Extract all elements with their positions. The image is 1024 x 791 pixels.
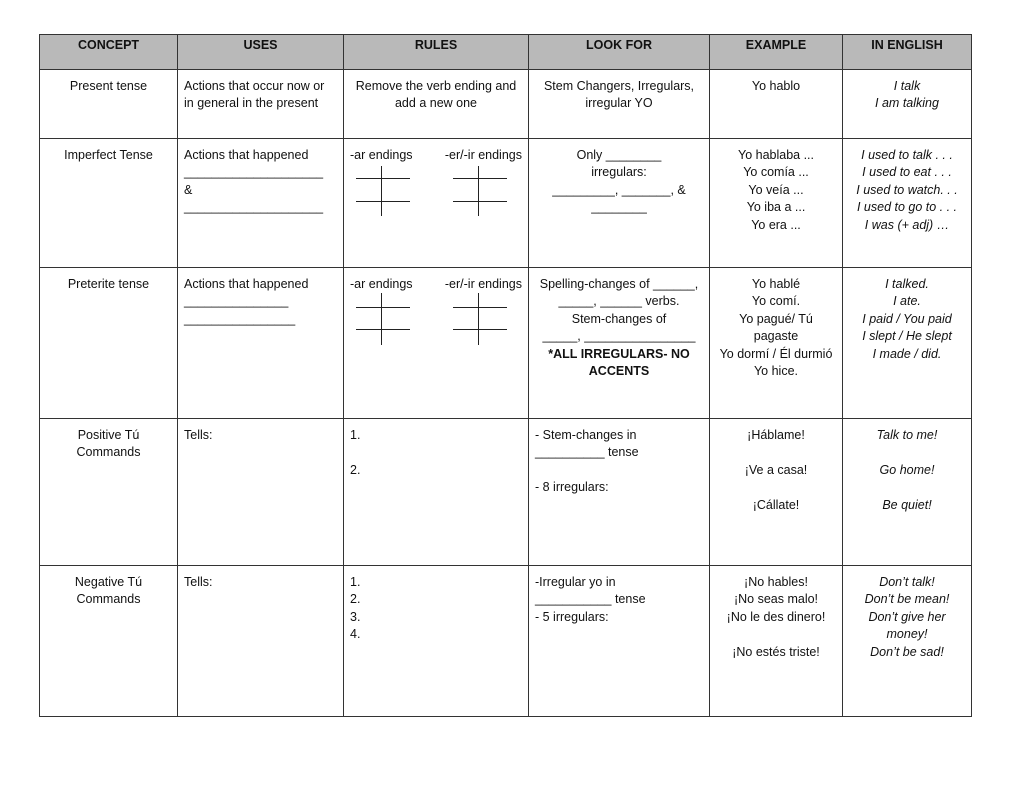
header-example: EXAMPLE xyxy=(710,35,843,70)
rule-number: 1. xyxy=(350,428,361,442)
example-cell xyxy=(710,139,843,268)
uses-text: Tells: xyxy=(184,428,213,442)
rules-cell xyxy=(344,566,529,717)
rule-number: 4. xyxy=(350,627,361,642)
uses-blank: _______________ xyxy=(184,294,289,309)
look-for-cell xyxy=(529,268,710,419)
er-ir-endings-label: -er/-ir endings xyxy=(444,148,522,162)
english-cell xyxy=(843,139,972,268)
concept-cell xyxy=(40,419,178,566)
english-text: Go home! xyxy=(879,462,935,477)
english-text: I used to go to . . . xyxy=(856,200,958,215)
english-text: money! xyxy=(886,627,928,642)
english-text: I used to talk . . . xyxy=(861,148,953,162)
uses-cell xyxy=(178,419,344,566)
concept-text: Positive Tú xyxy=(77,428,140,442)
example-text: ¡No estés triste! xyxy=(732,644,820,659)
header-row xyxy=(40,35,972,70)
uses-text: Actions that happened xyxy=(184,148,309,162)
english-text: Don’t be sad! xyxy=(870,644,944,659)
uses-text: Actions that happened xyxy=(184,277,309,291)
concept-cell xyxy=(40,268,178,419)
english-text: I ate. xyxy=(893,294,921,309)
irregulars-note: *ALL IRREGULARS- NO xyxy=(548,346,690,361)
header-concept: CONCEPT xyxy=(40,35,178,70)
rule-number: 3. xyxy=(350,609,361,624)
rule-number: 2. xyxy=(350,592,361,607)
look-for-text: Spelling-changes of ______, xyxy=(539,277,699,291)
english-text: I talk xyxy=(893,79,921,93)
example-text: Yo hablo xyxy=(751,79,801,93)
example-text: Yo hablaba ... xyxy=(738,148,814,162)
rules-cell xyxy=(344,419,529,566)
ar-endings-label: -ar endings xyxy=(350,148,413,162)
ar-endings-t-chart xyxy=(356,293,410,345)
uses-text: & xyxy=(184,182,193,197)
er-ir-endings-t-chart xyxy=(453,293,507,345)
example-text: ¡Cállate! xyxy=(752,497,800,512)
look-for-text: - Stem-changes in xyxy=(535,428,637,442)
look-for-text: ___________ tense xyxy=(535,592,646,607)
example-cell xyxy=(710,268,843,419)
english-text: Don’t be mean! xyxy=(864,592,950,607)
endings-charts xyxy=(350,293,522,353)
er-ir-endings-label: -er/-ir endings xyxy=(444,277,522,291)
row-present-tense xyxy=(40,70,972,139)
english-text: Don’t talk! xyxy=(879,575,935,589)
rules-cell xyxy=(344,139,529,268)
look-for-text: _________, _______, & xyxy=(552,182,686,197)
rules-text: Remove the verb ending and xyxy=(355,79,517,93)
look-for-cell xyxy=(529,70,710,139)
example-text: Yo pagué/ Tú xyxy=(739,311,813,326)
concept-text: Preterite tense xyxy=(67,277,150,291)
look-for-text: Stem Changers, Irregulars, xyxy=(543,79,695,93)
look-for-text: irregulars: xyxy=(591,165,647,180)
example-text: Yo hablé xyxy=(751,277,801,291)
row-preterite-tense xyxy=(40,268,972,419)
er-ir-endings-t-chart xyxy=(453,166,507,216)
english-cell xyxy=(843,70,972,139)
uses-blank: ____________________ xyxy=(184,200,324,215)
look-for-text: -Irregular yo in xyxy=(535,575,616,589)
uses-text: Tells: xyxy=(184,575,213,589)
rule-number: 1. xyxy=(350,575,361,589)
example-cell xyxy=(710,70,843,139)
english-text: I am talking xyxy=(875,96,939,111)
rules-cell xyxy=(344,70,529,139)
look-for-text: __________ tense xyxy=(535,445,639,460)
english-text: I made / did. xyxy=(872,346,942,361)
example-text: Yo comí. xyxy=(751,294,801,309)
uses-text: in general in the present xyxy=(184,96,319,111)
concept-text: Negative Tú xyxy=(74,575,143,589)
uses-cell xyxy=(178,566,344,717)
english-cell xyxy=(843,566,972,717)
concept-text: Present tense xyxy=(69,79,148,93)
uses-cell xyxy=(178,268,344,419)
example-text: Yo iba a ... xyxy=(746,200,806,215)
look-for-text: Stem-changes of xyxy=(571,311,667,326)
endings-charts xyxy=(350,164,522,224)
uses-text: Actions that occur now or xyxy=(184,79,325,93)
example-text: Yo veía ... xyxy=(748,182,804,197)
endings-header xyxy=(350,147,522,164)
english-text: I used to watch. . . xyxy=(856,182,958,197)
irregulars-note: ACCENTS xyxy=(588,364,650,379)
concept-cell xyxy=(40,566,178,717)
header-in-english: IN ENGLISH xyxy=(843,35,972,70)
example-text: ¡Ve a casa! xyxy=(744,462,808,477)
uses-blank: ____________________ xyxy=(184,165,324,180)
english-text: Talk to me! xyxy=(876,428,938,442)
uses-cell xyxy=(178,70,344,139)
ar-endings-t-chart xyxy=(356,166,410,216)
look-for-text: _____, ______ verbs. xyxy=(558,294,680,309)
look-for-cell xyxy=(529,566,710,717)
english-text: Be quiet! xyxy=(882,497,932,512)
example-text: ¡No hables! xyxy=(744,575,808,589)
row-negative-tu-commands xyxy=(40,566,972,717)
header-uses: USES xyxy=(178,35,344,70)
english-cell xyxy=(843,268,972,419)
example-cell xyxy=(710,419,843,566)
english-text: I talked. xyxy=(885,277,929,291)
header-rules: RULES xyxy=(344,35,529,70)
look-for-text: - 8 irregulars: xyxy=(535,480,609,495)
english-text: I used to eat . . . xyxy=(862,165,952,180)
concept-text: Imperfect Tense xyxy=(64,148,153,162)
example-text: Yo dormí / Él durmió xyxy=(719,346,833,361)
look-for-cell xyxy=(529,139,710,268)
english-text: Don’t give her xyxy=(868,609,946,624)
concept-cell xyxy=(40,70,178,139)
rules-cell xyxy=(344,268,529,419)
look-for-cell xyxy=(529,419,710,566)
grammar-chart xyxy=(39,34,971,717)
example-text: pagaste xyxy=(753,329,799,344)
concept-text: Commands xyxy=(76,592,141,607)
concept-cell xyxy=(40,139,178,268)
concept-text: Commands xyxy=(76,445,141,460)
row-imperfect-tense xyxy=(40,139,972,268)
example-cell xyxy=(710,566,843,717)
example-text: Yo hice. xyxy=(753,364,799,379)
english-text: I paid / You paid xyxy=(862,311,952,326)
rule-number: 2. xyxy=(350,462,361,477)
english-cell xyxy=(843,419,972,566)
look-for-text: irregular YO xyxy=(585,96,653,111)
look-for-text: _____, ________________ xyxy=(542,329,696,344)
look-for-text: - 5 irregulars: xyxy=(535,609,609,624)
example-text: Yo era ... xyxy=(751,217,801,232)
row-positive-tu-commands xyxy=(40,419,972,566)
grammar-table xyxy=(39,34,972,717)
ar-endings-label: -ar endings xyxy=(350,277,413,291)
example-text: Yo comía ... xyxy=(743,165,809,180)
english-text: I slept / He slept xyxy=(862,329,952,344)
uses-cell xyxy=(178,139,344,268)
rules-text: add a new one xyxy=(394,96,477,111)
example-text: ¡No seas malo! xyxy=(733,592,819,607)
header-look-for: LOOK FOR xyxy=(529,35,710,70)
example-text: ¡No le des dinero! xyxy=(726,609,826,624)
english-text: I was (+ adj) … xyxy=(864,217,950,232)
endings-header xyxy=(350,276,522,293)
uses-blank: ________________ xyxy=(184,311,296,326)
look-for-text: Only ________ xyxy=(576,148,662,162)
look-for-text: ________ xyxy=(591,200,647,215)
example-text: ¡Háblame! xyxy=(747,428,805,442)
